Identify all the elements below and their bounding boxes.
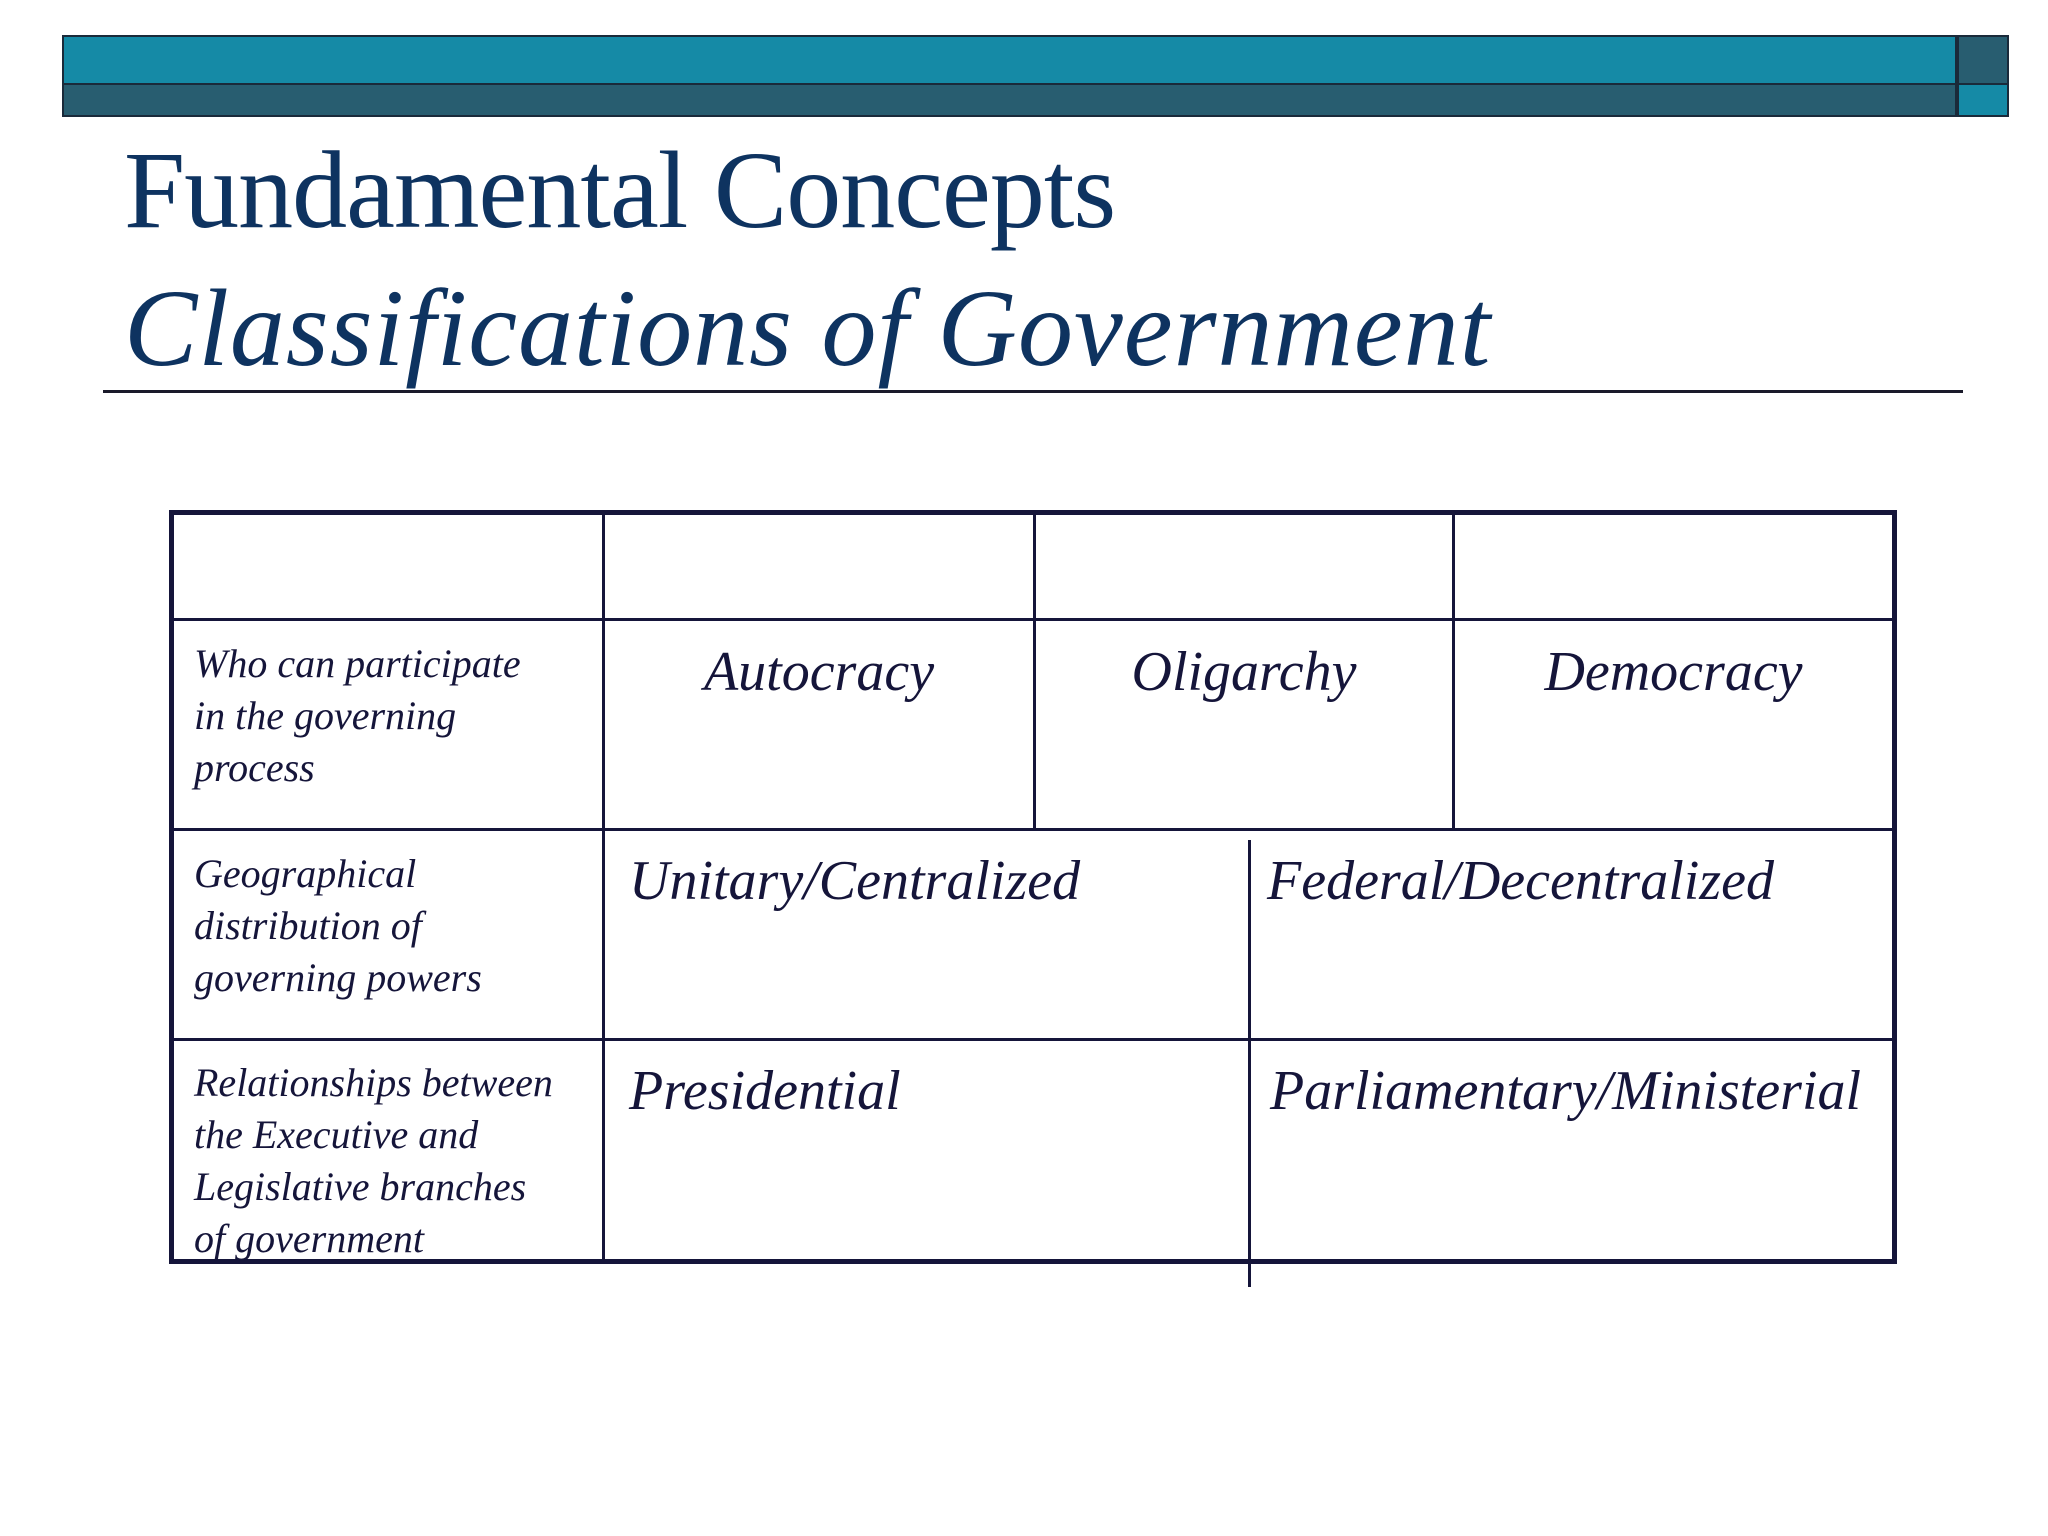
cell-democracy: Democracy xyxy=(1544,641,1803,703)
cell-parliamentary-ministerial: Parliamentary/Ministerial xyxy=(1270,1060,1862,1122)
column-divider-label xyxy=(602,515,605,1259)
header-corner-block-teal xyxy=(1957,83,2009,117)
row-divider-3 xyxy=(174,1038,1892,1041)
slide-title: Fundamental Concepts xyxy=(124,129,1116,251)
slide-subtitle: Classifications of Government xyxy=(124,267,1492,389)
column-divider-lower xyxy=(1248,840,1251,1287)
classification-table xyxy=(169,510,1897,1264)
header-corner-block-dark xyxy=(1957,35,2009,85)
header-bar-teal xyxy=(62,35,1957,85)
row-label-geographical: Geographical distribution of governing powers xyxy=(194,851,482,1000)
header-bar-dark xyxy=(62,83,1957,117)
cell-oligarchy: Oligarchy xyxy=(1131,641,1357,703)
cell-federal-decentralized: Federal/Decentralized xyxy=(1267,850,1774,912)
row-label-participation: Who can participate in the governing process xyxy=(194,641,521,790)
title-divider xyxy=(103,390,1963,393)
row-label-executive-legislative: Relationships between the Executive and Legislative branches of government xyxy=(194,1060,553,1261)
cell-presidential: Presidential xyxy=(629,1060,901,1122)
cell-unitary-centralized: Unitary/Centralized xyxy=(629,850,1081,912)
cell-autocracy: Autocracy xyxy=(703,641,935,703)
